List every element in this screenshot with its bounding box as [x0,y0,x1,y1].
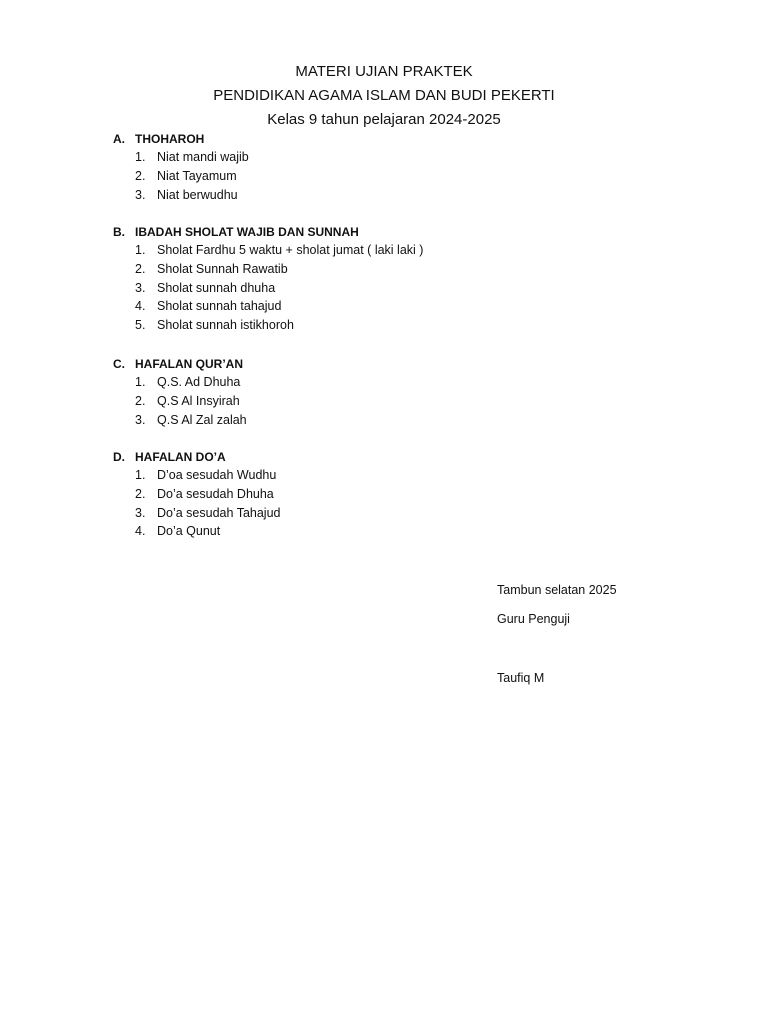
section-d [113,448,673,541]
list-item-number: 4. [135,524,146,539]
list-item-text: Q.S Al Insyirah [157,393,240,408]
list-item [113,167,673,186]
list-item [113,466,673,485]
section-b [113,223,673,335]
list-item-number: 5. [135,318,146,333]
section-c [113,355,673,429]
list-item-number: 1. [135,150,146,164]
section-c-title-row [113,355,673,373]
section-d-title-row [113,448,673,466]
list-item-number: 3. [135,505,146,520]
signature-role: Guru Penguji [497,612,570,626]
section-a-title: THOHAROH [135,132,205,146]
list-item [113,411,673,430]
section-b-list [113,241,673,335]
section-d-letter: D. [113,450,125,464]
list-item-number: 3. [135,280,146,295]
list-item-number: 2. [135,393,146,408]
heading-line-1: MATERI UJIAN PRAKTEK [295,63,473,80]
list-item-number: 3. [135,187,146,202]
list-item-number: 1. [135,468,146,482]
section-d-title: HAFALAN DO’A [135,450,226,464]
list-item [113,504,673,523]
section-a [113,130,673,204]
section-a-list [113,148,673,204]
list-item-number: 1. [135,375,146,389]
list-item [113,279,673,298]
section-c-list [113,373,673,429]
list-item-text: Niat Tayamum [157,168,237,183]
list-item [113,260,673,279]
list-item-number: 2. [135,168,146,183]
list-item-text: D’oa sesudah Wudhu [157,468,277,482]
list-item [113,297,673,316]
list-item [113,392,673,411]
list-item-text: Sholat sunnah dhuha [157,280,276,295]
list-item-text: Do’a Qunut [157,524,221,539]
list-item-number: 4. [135,299,146,314]
list-item [113,373,673,392]
section-c-letter: C. [113,357,125,371]
list-item-number: 1. [135,243,146,257]
list-item-number: 3. [135,412,146,427]
list-item-text: Sholat Sunnah Rawatib [157,261,288,276]
section-b-title: IBADAH SHOLAT WAJIB DAN SUNNAH [135,225,359,239]
list-item-text: Sholat Fardhu 5 waktu + sholat jumat ( laki laki ) [157,243,424,257]
section-a-title-row [113,130,673,148]
list-item [113,241,673,260]
list-item-number: 2. [135,261,146,276]
list-item-number: 2. [135,486,146,501]
list-item [113,522,673,541]
list-item [113,186,673,205]
document-heading [0,60,768,132]
signature-name: Taufiq M [497,671,545,685]
section-a-letter: A. [113,132,125,146]
list-item [113,148,673,167]
heading-line-3: Kelas 9 tahun pelajaran 2024-2025 [267,111,501,128]
section-b-letter: B. [113,225,125,239]
list-item-text: Niat berwudhu [157,187,238,202]
list-item-text: Q.S Al Zal zalah [157,412,247,427]
list-item-text: Q.S. Ad Dhuha [157,375,241,389]
list-item-text: Sholat sunnah tahajud [157,299,282,314]
heading-line-2: PENDIDIKAN AGAMA ISLAM DAN BUDI PEKERTI [213,87,555,104]
list-item-text: Niat mandi wajib [157,150,249,164]
signature-place-date: Tambun selatan 2025 [497,583,617,597]
section-d-list [113,466,673,541]
list-item-text: Do’a sesudah Tahajud [157,505,281,520]
list-item-text: Sholat sunnah istikhoroh [157,318,294,333]
section-b-title-row [113,223,673,241]
list-item-text: Do’a sesudah Dhuha [157,486,274,501]
list-item [113,316,673,335]
section-c-title: HAFALAN QUR’AN [135,357,243,371]
list-item [113,485,673,504]
